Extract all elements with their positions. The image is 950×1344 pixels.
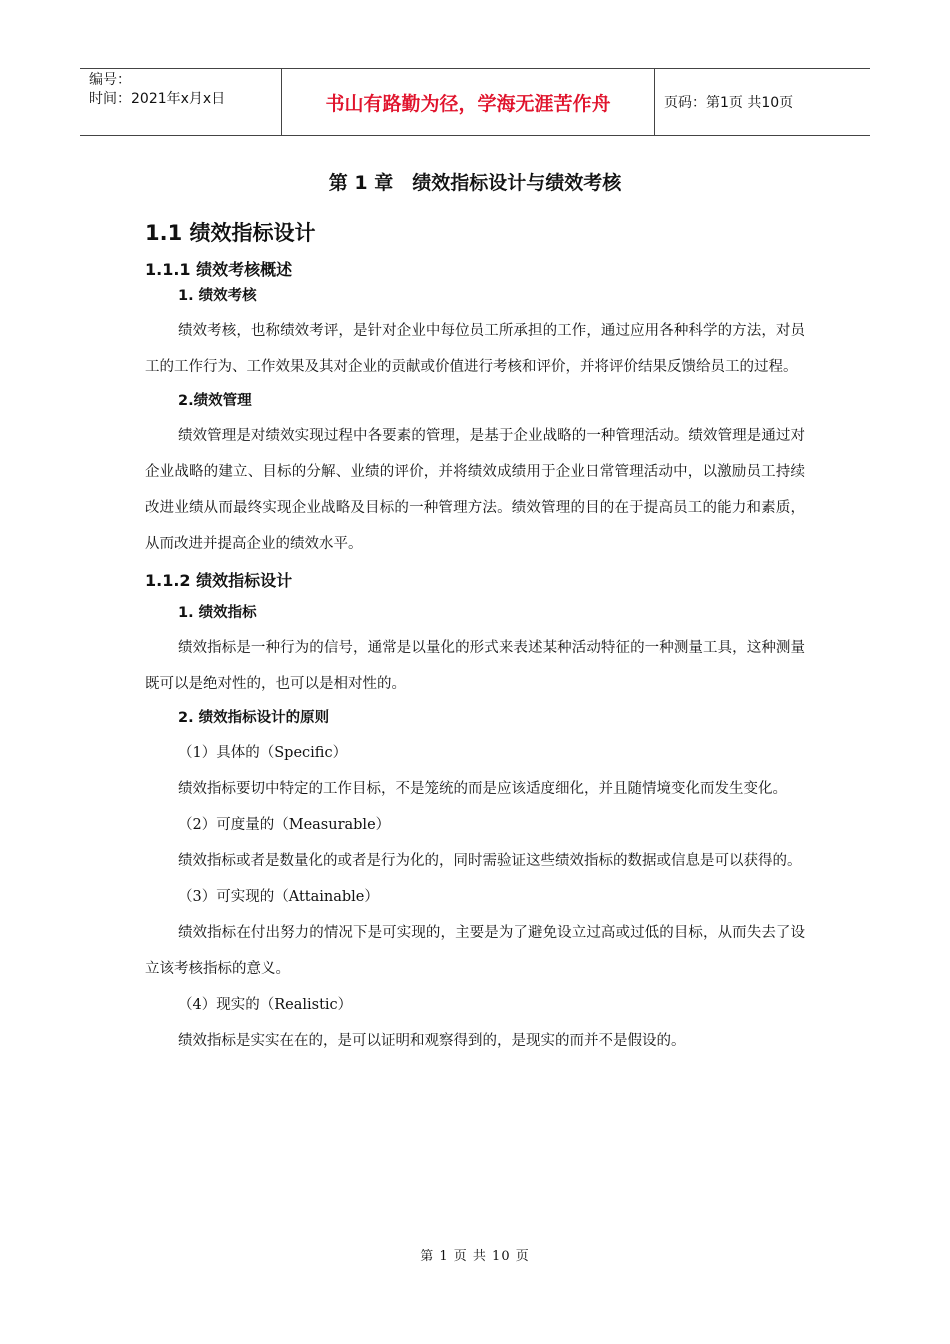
header-page-info: 页码：第1页 共10页 xyxy=(664,95,794,111)
principle-label: （4）现实的（Realistic） xyxy=(178,997,353,1013)
paragraph: 绩效指标是实实在在的，是可以证明和观察得到的，是现实的而并不是假设的。 xyxy=(178,1033,686,1049)
principle-label: （3）可实现的（Attainable） xyxy=(178,889,379,905)
motto: 书山有路勤为径，学海无涯苦作舟 xyxy=(282,69,655,135)
section-heading: 1.1 绩效指标设计 xyxy=(145,221,316,245)
paragraph: 绩效指标在付出努力的情况下是可实现的，主要是为了避免设立过高或过低的目标，从而失去了设立该考核指标的意义。 xyxy=(145,925,805,977)
subsection-heading: 1.1.2 绩效指标设计 xyxy=(145,571,293,590)
paragraph: 绩效指标要切中特定的工作目标，不是笼统的而是应该适度细化，并且随情境变化而发生变化。 xyxy=(178,781,787,797)
time-label: 时间：2021年x月x日 xyxy=(89,91,226,107)
principle-label: （2）可度量的（Measurable） xyxy=(178,817,391,833)
document-body xyxy=(145,168,805,1059)
number-label: 编号： xyxy=(89,72,131,88)
paragraph: 绩效考核，也称绩效考评，是针对企业中每位员工所承担的工作，通过应用各种科学的方法，对员工的工作行为、工作效果及其对企业的贡献或价值进行考核和评价，并将评价结果反馈给员工的过程。 xyxy=(145,323,805,375)
item-heading: 1. 绩效指标 xyxy=(178,605,257,621)
page-footer: 第 1 页 共 10 页 xyxy=(420,1249,530,1264)
paragraph: 绩效管理是对绩效实现过程中各要素的管理，是基于企业战略的一种管理活动。绩效管理是通过对企业战略的建立、目标的分解、业绩的评价，并将绩效成绩用于企业日常管理活动中，以激励员工持续改进业绩从而最终实现企业战略及目标的一种管理方法。绩效管理的目的在于提高员工的能力和素质，从而改进并提高企业的绩效水平。 xyxy=(145,428,805,552)
item-heading: 1. 绩效考核 xyxy=(178,288,257,304)
paragraph: 绩效指标是一种行为的信号，通常是以量化的形式来表述某种活动特征的一种测量工具，这种测量既可以是绝对性的，也可以是相对性的。 xyxy=(145,640,805,692)
document-header xyxy=(80,68,870,136)
item-heading: 2. 绩效指标设计的原则 xyxy=(178,710,330,726)
header-meta xyxy=(80,69,282,135)
item-heading: 2.绩效管理 xyxy=(178,393,252,409)
subsection-heading: 1.1.1 绩效考核概述 xyxy=(145,260,293,279)
principle-label: （1）具体的（Specific） xyxy=(178,745,348,761)
paragraph: 绩效指标或者是数量化的或者是行为化的，同时需验证这些绩效指标的数据或信息是可以获得的。 xyxy=(178,853,802,869)
chapter-title: 第 1 章 绩效指标设计与绩效考核 xyxy=(328,172,622,194)
